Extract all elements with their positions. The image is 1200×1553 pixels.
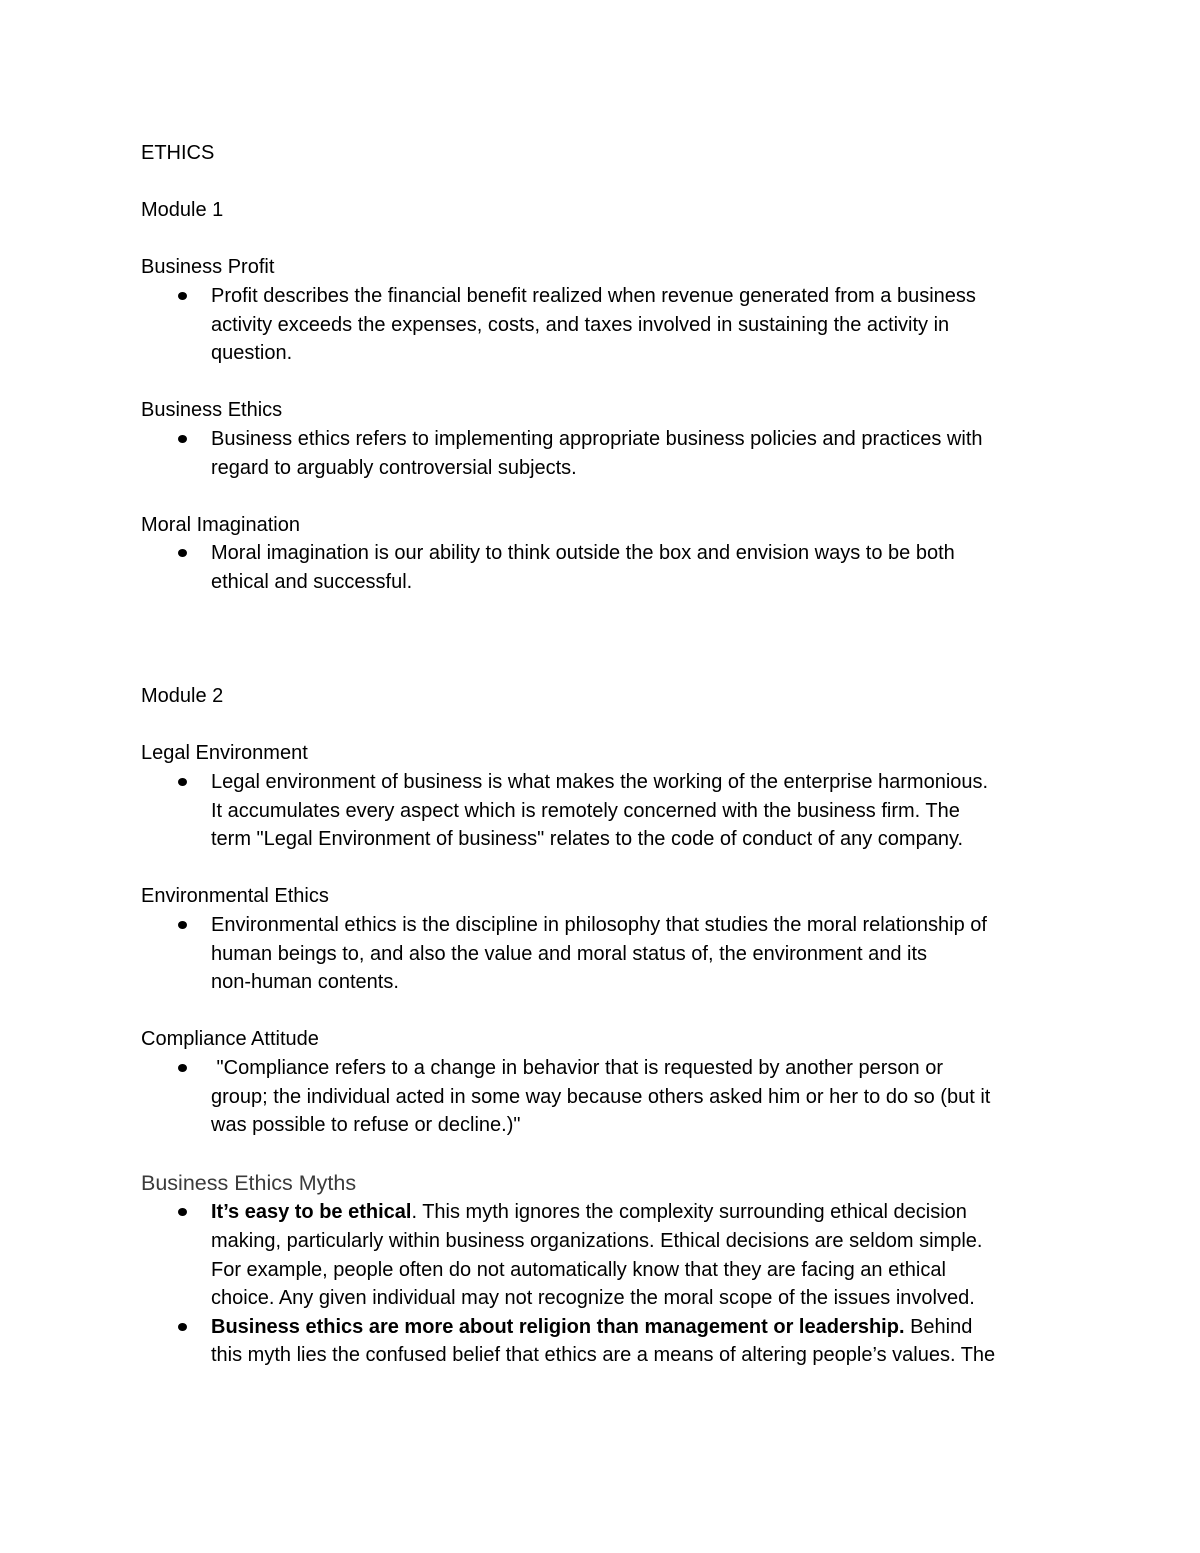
text-line: was possible to refuse or decline.)" — [211, 1114, 521, 1137]
section-heading: Legal Environment — [141, 742, 308, 765]
list-item — [141, 911, 1061, 997]
text-line: making, particularly within business organizations. Ethical decisions are seldom simple. — [211, 1229, 983, 1252]
section-heading: Business Profit — [141, 256, 275, 279]
text-line: ethical and successful. — [211, 570, 413, 593]
bullet-icon — [178, 921, 187, 929]
document-title: ETHICS — [141, 142, 215, 164]
text-line: choice. Any given individual may not recognize the moral scope of the issues involved. — [211, 1287, 975, 1310]
bullet-icon — [178, 549, 187, 557]
bullet-list — [141, 1054, 1061, 1140]
text-line: Environmental ethics is the discipline in philosophy that studies the moral relationship of — [211, 914, 987, 937]
document-page — [141, 139, 1061, 1370]
module-2-label: Module 2 — [141, 685, 224, 708]
section-heading: Moral Imagination — [141, 513, 300, 536]
text-line: Business ethics refers to implementing appropriate business policies and practices with — [211, 427, 983, 450]
bullet-list — [141, 768, 1061, 854]
bullet-icon — [178, 778, 187, 786]
list-item — [141, 1313, 1061, 1370]
section-business-ethics — [141, 396, 1061, 482]
myths-heading: Business Ethics Myths — [141, 1171, 357, 1196]
bullet-icon — [178, 1208, 187, 1216]
text-line: Legal environment of business is what makes the working of the enterprise harmonious. — [211, 771, 989, 794]
list-item — [141, 1198, 1061, 1312]
myth-title: It’s easy to be ethical — [211, 1201, 412, 1224]
text-line: It accumulates every aspect which is remotely concerned with the business firm. The — [211, 799, 960, 822]
section-business-profit — [141, 253, 1061, 367]
section-moral-imagination — [141, 511, 1061, 597]
text-line: activity exceeds the expenses, costs, and taxes involved in sustaining the activity in — [211, 313, 950, 336]
text-line: group; the individual acted in some way because others asked him or her to do so (but it — [211, 1085, 991, 1108]
myth-text: Behind — [904, 1315, 973, 1338]
bullet-list — [141, 425, 1061, 482]
text-line: non-human contents. — [211, 971, 399, 994]
section-legal-environment — [141, 739, 1061, 853]
section-heading: Business Ethics — [141, 399, 283, 422]
bullet-list — [141, 282, 1061, 368]
text-line — [211, 1198, 1061, 1227]
section-heading: Environmental Ethics — [141, 885, 329, 908]
list-item — [141, 539, 1061, 596]
text-line: Moral imagination is our ability to think outside the box and envision ways to be both — [211, 542, 955, 565]
text-line: regard to arguably controversial subjects. — [211, 456, 577, 479]
section-environmental-ethics — [141, 882, 1061, 996]
text-line: this myth lies the confused belief that ethics are a means of altering people’s values. The — [211, 1344, 996, 1367]
bullet-icon — [178, 292, 187, 300]
text-line: For example, people often do not automatically know that they are facing an ethical — [211, 1258, 946, 1281]
text-line: term "Legal Environment of business" relates to the code of conduct of any company. — [211, 828, 964, 851]
bullet-list — [141, 539, 1061, 596]
bullet-list — [141, 911, 1061, 997]
module-1-label: Module 1 — [141, 199, 224, 222]
text-line: "Compliance refers to a change in behavior that is requested by another person or — [211, 1057, 943, 1080]
section-heading: Compliance Attitude — [141, 1028, 319, 1051]
list-item — [141, 1054, 1061, 1140]
bullet-icon — [178, 1064, 187, 1072]
text-line — [211, 1313, 1061, 1342]
section-compliance-attitude — [141, 1025, 1061, 1139]
list-item — [141, 282, 1061, 368]
list-item — [141, 425, 1061, 482]
bullet-icon — [178, 435, 187, 443]
myth-title: Business ethics are more about religion than management or leadership. — [211, 1315, 905, 1338]
myth-text: . This myth ignores the complexity surrounding ethical decision — [411, 1201, 967, 1224]
text-line: human beings to, and also the value and moral status of, the environment and its — [211, 942, 927, 965]
text-line: Profit describes the financial benefit realized when revenue generated from a business — [211, 284, 976, 307]
text-line: question. — [211, 342, 293, 365]
list-item — [141, 768, 1061, 854]
section-business-ethics-myths — [141, 1168, 1061, 1370]
bullet-list — [141, 1198, 1061, 1370]
bullet-icon — [178, 1323, 187, 1331]
